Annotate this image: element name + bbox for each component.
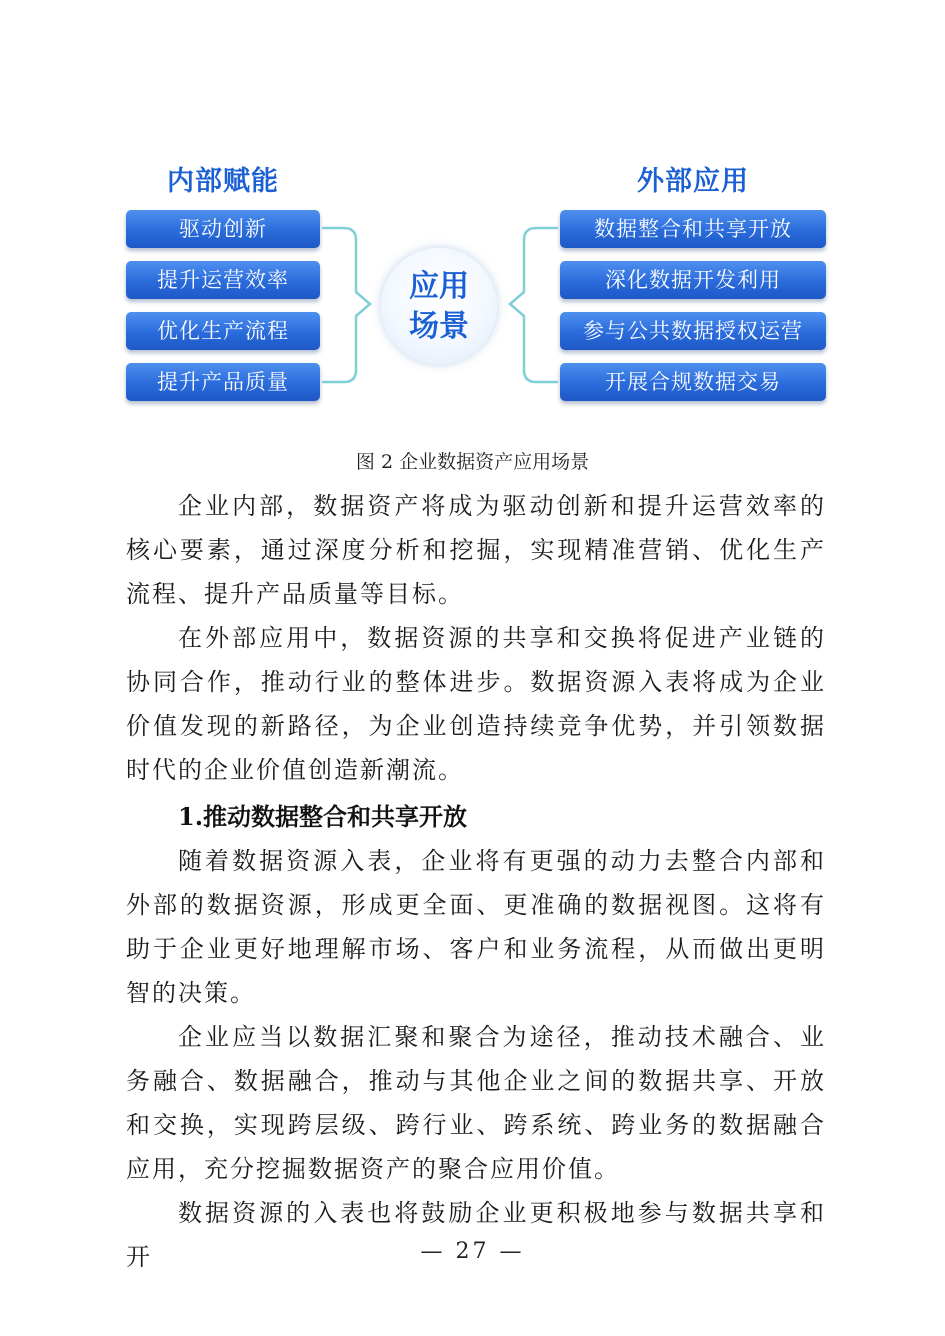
right-group-title: 外部应用: [637, 166, 749, 197]
right-item-development: 深化数据开发利用: [560, 261, 826, 299]
left-group-title: 内部赋能: [167, 166, 279, 197]
paragraph-fusion: 企业应当以数据汇聚和聚合为途径，推动技术融合、业务融合、数据融合，推动与其他企业之间的数据共享、开放和交换，实现跨层级、跨行业、跨系统、跨业务的数据融合应用，充分挖掘数据资产的聚合应用价值。: [126, 1023, 826, 1183]
center-label-line1: 应用: [409, 269, 469, 304]
center-label-line2: 场景: [409, 309, 469, 344]
paragraph-internal: 企业内部，数据资产将成为驱动创新和提升运营效率的核心要素，通过深度分析和挖掘，实现精准营销、优化生产流程、提升产品质量等目标。: [126, 492, 826, 608]
left-item-innovation: 驱动创新: [126, 210, 320, 248]
application-scenarios-figure: [0, 0, 945, 420]
center-circle: [381, 248, 497, 364]
page-number: — 27 —: [420, 1239, 525, 1264]
figure-caption: 图 2 企业数据资产应用场景: [355, 451, 590, 473]
left-bracket: [322, 228, 370, 382]
paragraph-external: 在外部应用中，数据资源的共享和交换将促进产业链的协同合作，推动行业的整体进步。数据资源入表将成为企业价值发现的新路径，为企业创造持续竞争优势，并引领数据时代的企业价值创造新潮流。: [126, 624, 826, 784]
section-heading: 1.推动数据整合和共享开放: [178, 802, 468, 831]
left-item-efficiency: 提升运营效率: [126, 261, 320, 299]
right-item-public-data: 参与公共数据授权运营: [560, 312, 826, 350]
left-item-production: 优化生产流程: [126, 312, 320, 350]
connector-brackets: [0, 0, 945, 420]
paragraph-integration: 随着数据资源入表，企业将有更强的动力去整合内部和外部的数据资源，形成更全面、更准确的数据视图。这将有助于企业更好地理解市场、客户和业务流程，从而做出更明智的决策。: [126, 847, 826, 1007]
left-item-quality: 提升产品质量: [126, 363, 320, 401]
paragraph-sharing: 数据资源的入表也将鼓励企业更积极地参与数据共享和开: [126, 1199, 826, 1271]
right-item-integration: 数据整合和共享开放: [560, 210, 826, 248]
right-item-trading: 开展合规数据交易: [560, 363, 826, 401]
right-bracket: [510, 228, 558, 382]
